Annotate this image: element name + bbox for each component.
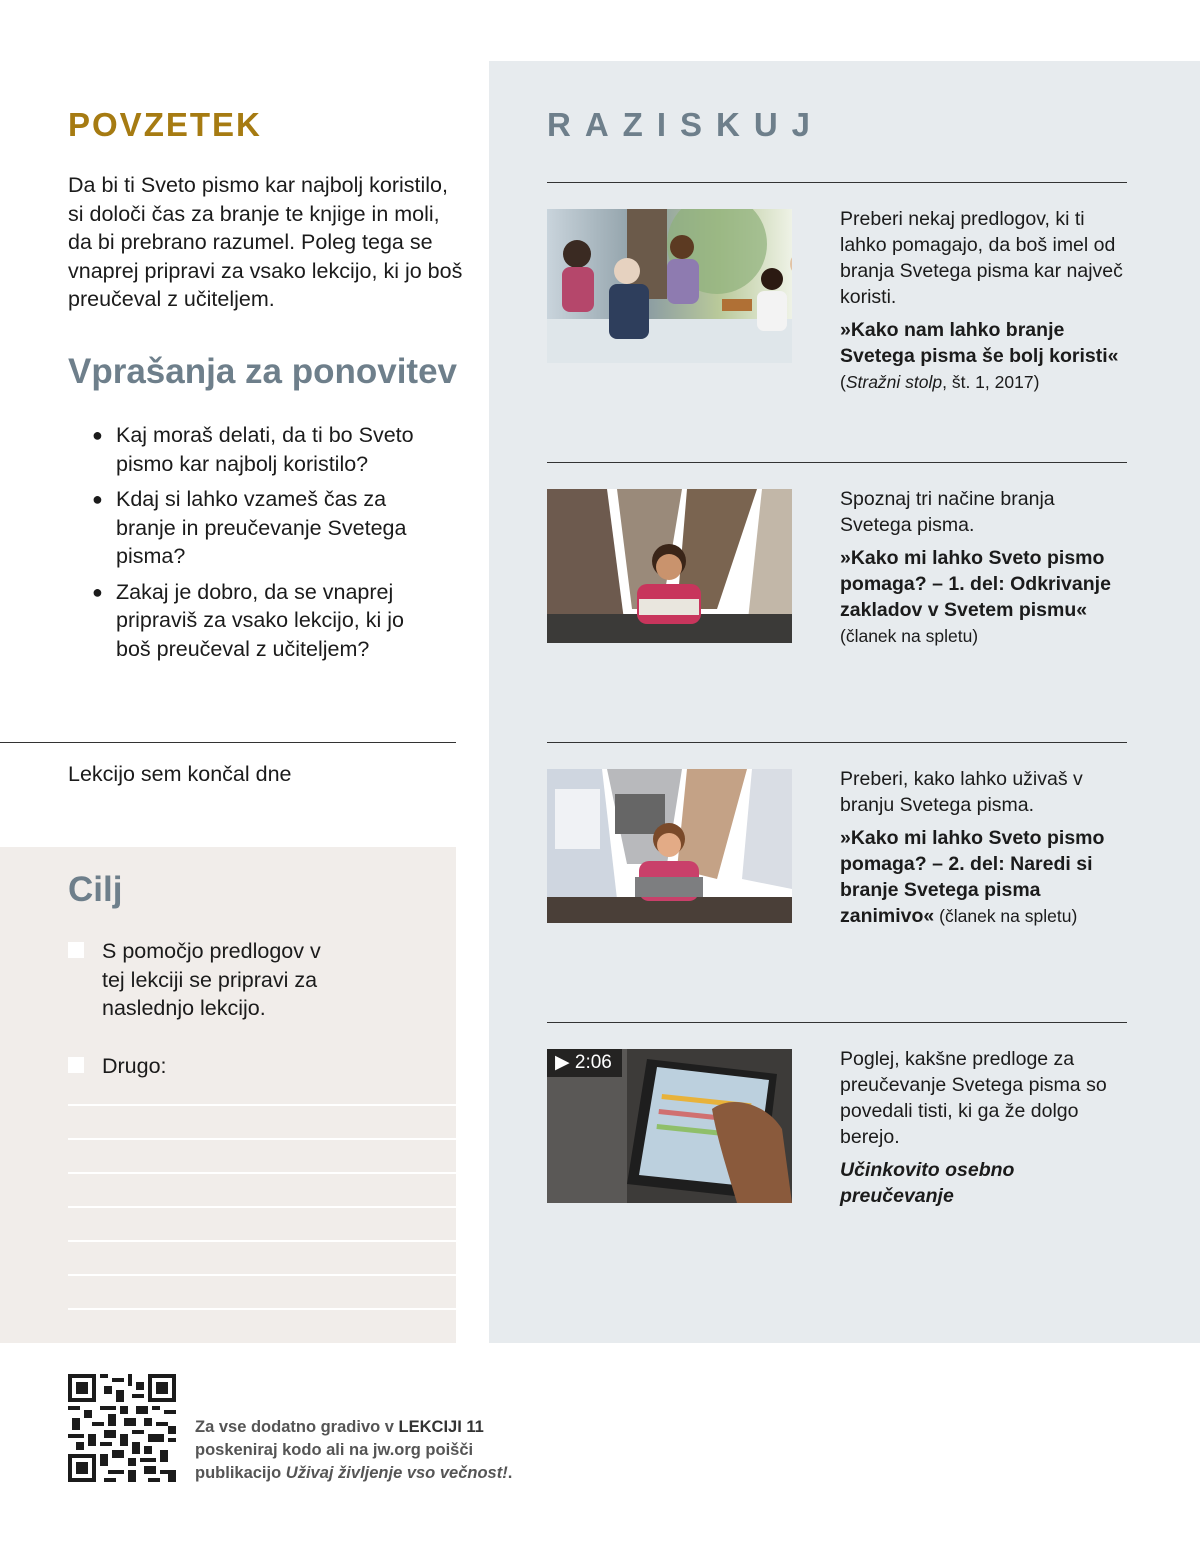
article-link[interactable]: »Kako mi lahko Sveto pismo pomaga? – 2. del: Naredi si branje Svetega pisma zanimivo« (članek na spletu) — [840, 827, 1105, 927]
bullet-icon: ● — [92, 425, 103, 445]
goal-item-label: Drugo: — [102, 1054, 167, 1078]
explore-divider — [547, 182, 1127, 183]
explore-item-intro: Preberi nekaj predlogov, ki ti lahko pomagajo, da boš imel od branja Svetega pisma kar največ koristi. — [840, 208, 1123, 308]
completion-divider — [0, 742, 456, 743]
article-source: (članek na spletu) — [840, 626, 979, 646]
article-link[interactable]: »Kako mi lahko Sveto pismo pomaga? – 1. del: Odkrivanje zakladov v Svetem pismu« (članek na spletu) — [840, 547, 1111, 646]
summary-heading: POVZETEK — [68, 106, 262, 143]
review-heading: Vprašanja za ponovitev — [68, 352, 458, 391]
explore-item-intro: Preberi, kako lahko uživaš v branju Svetega pisma. — [840, 768, 1083, 816]
completion-label[interactable]: Lekcijo sem končal dne — [68, 762, 292, 786]
explore-divider — [547, 1022, 1127, 1023]
writing-line[interactable] — [68, 1138, 456, 1140]
explore-item-1 — [840, 206, 1125, 395]
explore-item-intro: Spoznaj tri načine branja Svetega pisma. — [840, 488, 1055, 536]
goal-item-label: S pomočjo predlogov v tej lekciji se pripravi za naslednjo lekcijo. — [102, 939, 321, 1020]
qr-code-icon[interactable] — [68, 1374, 176, 1482]
article-thumbnail-girl-reading[interactable] — [547, 769, 792, 923]
explore-divider — [547, 742, 1127, 743]
writing-line[interactable] — [68, 1308, 456, 1310]
goal-checkbox-item[interactable] — [68, 937, 348, 1023]
writing-line[interactable] — [68, 1274, 456, 1276]
footer-note: Za vse dodatno gradivo v LEKCIJI 11 poskeniraj kodo ali na jw.org poišči publikacijo Uživaj življenje vso večnost!. — [195, 1418, 513, 1482]
explore-divider — [547, 462, 1127, 463]
article-link[interactable]: »Kako nam lahko branje Svetega pisma še bolj koristi« (Stražni stolp, št. 1, 2017) — [840, 319, 1119, 392]
goal-panel — [0, 847, 456, 1343]
bullet-icon: ● — [92, 489, 103, 509]
review-question: ● Kdaj si lahko vzameš čas za branje in preučevanje Svetega pisma? — [92, 487, 407, 568]
writing-line[interactable] — [68, 1240, 456, 1242]
review-questions-list — [92, 421, 442, 670]
goal-other-item[interactable] — [68, 1052, 348, 1081]
article-thumbnail-boy-reading[interactable] — [547, 489, 792, 643]
bullet-icon: ● — [92, 581, 103, 602]
checkbox-icon[interactable] — [68, 942, 84, 958]
writing-line[interactable] — [68, 1206, 456, 1208]
explore-item-intro: Poglej, kakšne predloge za preučevanje Svetega pisma so povedali tisti, ki ga že dolgo berejo. — [840, 1048, 1107, 1148]
explore-item-2 — [840, 486, 1125, 649]
explore-heading: RAZISKUJ — [547, 106, 825, 143]
article-source: (Stražni stolp, št. 1, 2017) — [840, 372, 1040, 392]
writing-line[interactable] — [68, 1104, 456, 1106]
explore-item-4 — [840, 1046, 1125, 1209]
article-source: (članek na spletu) — [934, 906, 1078, 926]
publication-title: Uživaj življenje vso večnost! — [285, 1464, 508, 1482]
writing-line[interactable] — [68, 1172, 456, 1174]
goal-heading: Cilj — [68, 870, 123, 909]
summary-text: Da bi ti Sveto pismo kar najbolj koristilo, si določi čas za branje te knjige in moli, da bi prebrano razumel. Poleg tega se vnaprej pripravi za vsako lekcijo, ki jo boš preučeval z učiteljem. — [68, 173, 463, 311]
video-duration-badge: ▶ 2:06 — [547, 1049, 622, 1077]
video-thumbnail-tablet[interactable] — [547, 1049, 792, 1203]
video-link[interactable]: Učinkovito osebno preučevanje — [840, 1159, 1015, 1207]
review-question: ● Kaj moraš delati, da ti bo Sveto pismo kar najbolj koristilo? — [92, 423, 414, 476]
review-question: ● Zakaj je dobro, da se vnaprej pripraviš za vsako lekcijo, ki jo boš preučeval z učiteljem? — [92, 579, 404, 661]
checkbox-icon[interactable] — [68, 1057, 84, 1073]
explore-item-3 — [840, 766, 1125, 929]
article-thumbnail-people-reading[interactable] — [547, 209, 792, 363]
